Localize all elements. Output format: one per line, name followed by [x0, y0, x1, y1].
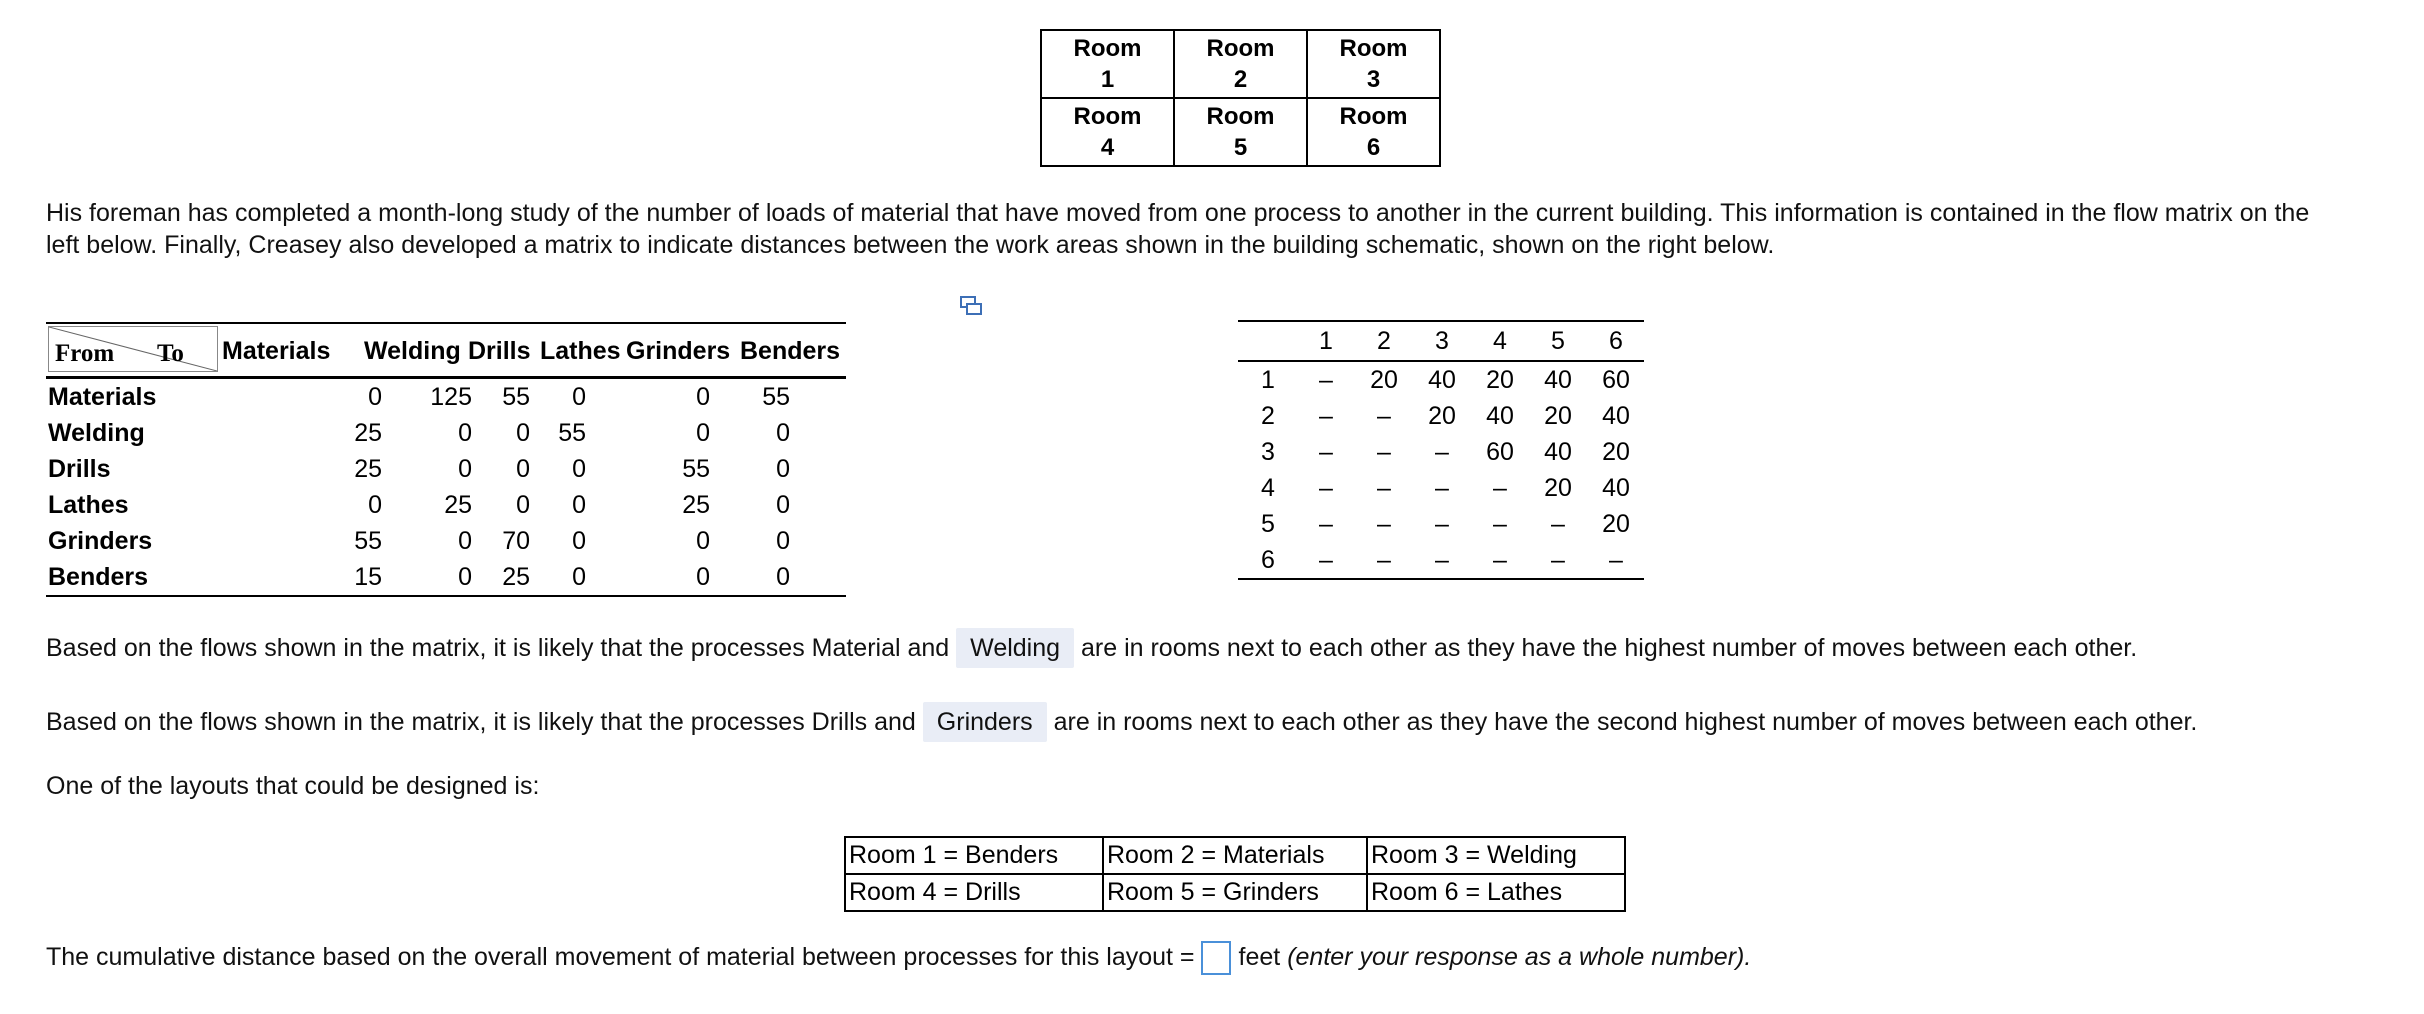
- intro-line-2: left below. Finally, Creasey also developed a matrix to indicate distances between the work areas shown in the building schematic, shown on the right below.: [46, 231, 1775, 259]
- flow-cell: 15: [354, 563, 382, 591]
- room-6-cell: Room 6: [1307, 98, 1440, 166]
- flow-cell: 0: [776, 527, 790, 555]
- distance-cell: –: [1377, 546, 1391, 574]
- room-3-cell: Room 3: [1307, 30, 1440, 98]
- layout-intro: One of the layouts that could be designed is:: [46, 772, 540, 800]
- flow-cell: 0: [776, 455, 790, 483]
- distance-cell: –: [1319, 474, 1333, 502]
- distance-col-header: 3: [1435, 327, 1449, 355]
- distance-row-label: 3: [1261, 438, 1275, 466]
- table-row: [46, 559, 846, 597]
- distance-row-label: 6: [1261, 546, 1275, 574]
- question-1: [46, 628, 2137, 668]
- layout-cell: Room 2 = Materials: [1103, 837, 1367, 874]
- distance-cell: –: [1377, 474, 1391, 502]
- flow-cell: 0: [368, 383, 382, 411]
- col-header-benders: Benders: [740, 337, 841, 365]
- table-row: [1238, 470, 1644, 506]
- table-row: [1238, 506, 1644, 542]
- table-row: [1238, 362, 1644, 398]
- final-question-text: The cumulative distance based on the overall movement of material between processes for this layout =: [46, 943, 1195, 971]
- distance-cell: –: [1319, 366, 1333, 394]
- distance-cell: 40: [1486, 402, 1514, 430]
- flow-cell: 0: [572, 527, 586, 555]
- distance-cell: –: [1377, 510, 1391, 538]
- distance-cell: –: [1319, 510, 1333, 538]
- row-label: Benders: [48, 563, 149, 591]
- distance-cell: –: [1493, 474, 1507, 502]
- distance-cell: 40: [1602, 402, 1630, 430]
- distance-cell: 60: [1486, 438, 1514, 466]
- distance-cell: –: [1551, 510, 1565, 538]
- table-row: [1238, 542, 1644, 580]
- distance-cell: 40: [1544, 438, 1572, 466]
- room-2-cell: Room 2: [1174, 30, 1307, 98]
- distance-cell: –: [1493, 510, 1507, 538]
- distance-cell: –: [1377, 438, 1391, 466]
- distance-matrix-header: [1238, 320, 1644, 362]
- flow-cell: 70: [502, 527, 530, 555]
- flow-cell: 0: [776, 563, 790, 591]
- distance-cell: 20: [1370, 366, 1398, 394]
- flow-cell: 0: [696, 419, 710, 447]
- col-header-grinders: Grinders: [626, 337, 731, 365]
- to-label: To: [157, 340, 184, 367]
- distance-col-header: 6: [1609, 327, 1623, 355]
- final-question: [46, 941, 1751, 975]
- distance-cell: –: [1435, 438, 1449, 466]
- flow-cell: 0: [572, 383, 586, 411]
- room-4-cell: Room 4: [1041, 98, 1174, 166]
- distance-row-label: 2: [1261, 402, 1275, 430]
- distance-row-label: 4: [1261, 474, 1275, 502]
- distance-cell: –: [1493, 546, 1507, 574]
- flow-cell: 25: [682, 491, 710, 519]
- distance-row-label: 5: [1261, 510, 1275, 538]
- distance-col-header: 1: [1319, 327, 1333, 355]
- flow-cell: 0: [516, 419, 530, 447]
- table-row: [1238, 434, 1644, 470]
- table-row: [1238, 398, 1644, 434]
- layout-cell: Room 5 = Grinders: [1103, 874, 1367, 911]
- distance-cell: 60: [1602, 366, 1630, 394]
- from-label: From: [55, 340, 115, 367]
- row-label: Lathes: [48, 491, 129, 519]
- flow-cell: 55: [762, 383, 790, 411]
- building-schematic: [1040, 29, 1441, 167]
- flow-cell: 0: [368, 491, 382, 519]
- flow-cell: 0: [572, 455, 586, 483]
- table-row: [46, 487, 846, 523]
- distance-cell: 20: [1428, 402, 1456, 430]
- row-label: Materials: [48, 383, 157, 411]
- flow-cell: 25: [354, 455, 382, 483]
- flow-cell: 0: [696, 527, 710, 555]
- table-row: [46, 379, 846, 415]
- distance-cell: –: [1435, 510, 1449, 538]
- flow-cell: 0: [776, 419, 790, 447]
- question-2-text-before: Based on the flows shown in the matrix, it is likely that the processes Drills and: [46, 708, 916, 736]
- layout-cell: Room 6 = Lathes: [1367, 874, 1625, 911]
- question-1-text-before: Based on the flows shown in the matrix, it is likely that the processes Material and: [46, 634, 950, 662]
- distance-row-label: 1: [1261, 366, 1275, 394]
- distance-cell: –: [1435, 546, 1449, 574]
- flow-cell: 0: [458, 455, 472, 483]
- flow-cell: 0: [776, 491, 790, 519]
- row-label: Welding: [48, 419, 145, 447]
- row-label: Grinders: [48, 527, 153, 555]
- row-label: Drills: [48, 455, 111, 483]
- copy-icon[interactable]: [960, 296, 982, 316]
- question-1-text-after: are in rooms next to each other as they have the highest number of moves between each other.: [1081, 634, 2138, 662]
- table-row: [46, 451, 846, 487]
- distance-cell: 20: [1544, 474, 1572, 502]
- flow-matrix-header: [46, 322, 846, 379]
- flow-cell: 0: [516, 491, 530, 519]
- distance-cell: –: [1377, 402, 1391, 430]
- flow-cell: 0: [572, 491, 586, 519]
- table-row: [46, 523, 846, 559]
- distance-cell: 20: [1602, 438, 1630, 466]
- table-row: [46, 415, 846, 451]
- distance-cell: –: [1435, 474, 1449, 502]
- flow-cell: 55: [558, 419, 586, 447]
- distance-cell: 20: [1486, 366, 1514, 394]
- distance-cell: 20: [1602, 510, 1630, 538]
- question-2: [46, 702, 2197, 742]
- cumulative-distance-input[interactable]: [1201, 941, 1231, 975]
- distance-cell: –: [1551, 546, 1565, 574]
- distance-cell: 40: [1428, 366, 1456, 394]
- question-2-text-after: are in rooms next to each other as they have the second highest number of moves between each other.: [1053, 708, 2198, 736]
- response-hint: (enter your response as a whole number).: [1287, 943, 1752, 971]
- question-2-answer[interactable]: Grinders: [923, 702, 1047, 742]
- distance-cell: –: [1319, 546, 1333, 574]
- room-5-cell: Room 5: [1174, 98, 1307, 166]
- distance-col-header: 2: [1377, 327, 1391, 355]
- distance-cell: –: [1609, 546, 1623, 574]
- intro-line-1: His foreman has completed a month-long study of the number of loads of material that have moved from one process to another in the current building. This information is contained in the flow matrix on the: [46, 199, 2310, 227]
- flow-cell: 55: [354, 527, 382, 555]
- distance-cell: 40: [1602, 474, 1630, 502]
- question-1-answer[interactable]: Welding: [956, 628, 1074, 668]
- layout-cell: Room 4 = Drills: [845, 874, 1103, 911]
- distance-matrix-body: [1238, 362, 1644, 580]
- flow-cell: 0: [458, 419, 472, 447]
- flow-cell: 0: [696, 563, 710, 591]
- flow-cell: 55: [682, 455, 710, 483]
- layout-cell: Room 3 = Welding: [1367, 837, 1625, 874]
- flow-cell: 0: [458, 563, 472, 591]
- flow-matrix: [46, 322, 846, 597]
- distance-cell: –: [1319, 438, 1333, 466]
- unit-label: feet: [1238, 943, 1281, 971]
- flow-cell: 0: [572, 563, 586, 591]
- distance-cell: –: [1319, 402, 1333, 430]
- room-1-cell: Room 1: [1041, 30, 1174, 98]
- flow-cell: 0: [458, 527, 472, 555]
- flow-cell: 55: [502, 383, 530, 411]
- col-header-materials: Materials: [222, 337, 331, 365]
- layout-table: [844, 836, 1626, 912]
- layout-cell: Room 1 = Benders: [845, 837, 1103, 874]
- from-to-corner: [48, 326, 218, 372]
- distance-col-header: 4: [1493, 327, 1507, 355]
- flow-cell: 25: [354, 419, 382, 447]
- flow-cell: 0: [696, 383, 710, 411]
- flow-cell: 125: [430, 383, 472, 411]
- flow-cell: 25: [444, 491, 472, 519]
- intro-paragraph: [46, 197, 2309, 261]
- flow-cell: 25: [502, 563, 530, 591]
- col-header-drills: Drills: [468, 337, 531, 365]
- distance-cell: 40: [1544, 366, 1572, 394]
- distance-matrix: [1238, 320, 1644, 580]
- flow-cell: 0: [516, 455, 530, 483]
- flow-matrix-body: [46, 379, 846, 597]
- col-header-lathes: Lathes: [540, 337, 621, 365]
- col-header-welding: Welding: [364, 337, 461, 365]
- distance-cell: 20: [1544, 402, 1572, 430]
- distance-col-header: 5: [1551, 327, 1565, 355]
